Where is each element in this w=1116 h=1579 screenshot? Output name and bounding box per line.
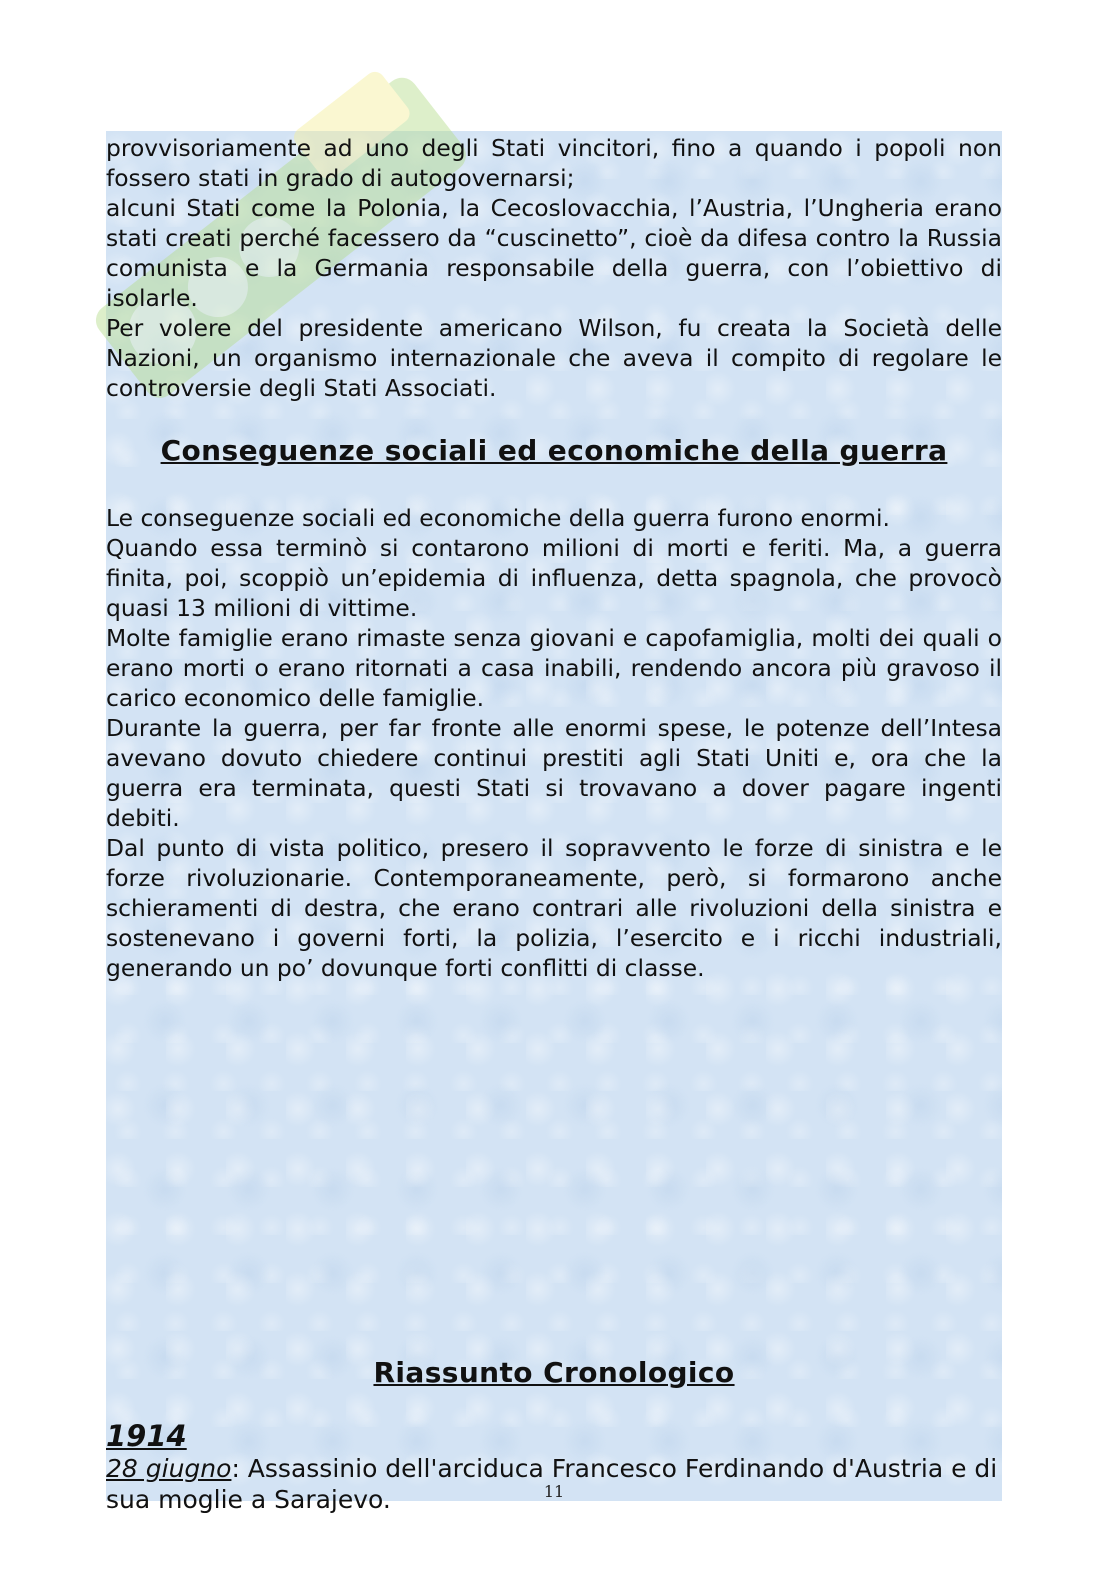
paragraph: Per volere del presidente americano Wilson, fu creata la Società delle Nazioni, un organismo internazionale che aveva il compito di regolare le controversie degli Stati Associati. bbox=[106, 314, 1002, 402]
section-heading: Riassunto Cronologico bbox=[373, 1356, 735, 1389]
paragraph: provvisoriamente ad uno degli Stati vincitori, fino a quando i popoli non fossero stati in grado di autogovernarsi; bbox=[106, 134, 1002, 192]
chronology-year: 1914 bbox=[106, 1419, 187, 1453]
page-content bbox=[106, 131, 1002, 1515]
paragraph: Dal punto di vista politico, presero il sopravvento le forze di sinistra e le forze rivoluzionarie. Contemporaneamente, però, si formarono anche schieramenti di destra, che erano contrari alle rivoluzioni della sinistra e sostenevano i governi forti, la polizia, l’esercito e i ricchi industriali, generando un po’ dovunque forti conflitti di classe. bbox=[106, 834, 1002, 982]
section-heading: Conseguenze sociali ed economiche della guerra bbox=[160, 434, 948, 467]
paragraph: alcuni Stati come la Polonia, la Cecoslovacchia, l’Austria, l’Ungheria erano stati creati perché facessero da “cuscinetto”, cioè da difesa contro la Russia comunista e la Germania responsabile della guerra, con l’obiettivo di isolarle. bbox=[106, 194, 1002, 312]
event-text: : Assassinio dell'arciduca Francesco Ferdinando d'Austria e di sua moglie a Sarajevo. bbox=[106, 1454, 998, 1514]
paragraph: Le conseguenze sociali ed economiche della guerra furono enormi. bbox=[106, 504, 890, 532]
event-date: 28 giugno bbox=[106, 1454, 232, 1483]
paragraph: Molte famiglie erano rimaste senza giovani e capofamiglia, molti dei quali o erano morti o erano ritornati a casa inabili, rendendo ancora più gravoso il carico economico delle famiglie. bbox=[106, 624, 1002, 712]
paragraph: Durante la guerra, per far fronte alle enormi spese, le potenze dell’Intesa avevano dovuto chiedere continui prestiti agli Stati Uniti e, ora che la guerra era terminata, questi Stati si trovavano a dover pagare ingenti debiti. bbox=[106, 714, 1002, 832]
paragraph: Quando essa terminò si contarono milioni di morti e feriti. Ma, a guerra finita, poi, scoppiò un’epidemia di influenza, detta spagnola, che provocò quasi 13 milioni di vittime. bbox=[106, 534, 1002, 622]
page-number: 11 bbox=[543, 1482, 565, 1501]
